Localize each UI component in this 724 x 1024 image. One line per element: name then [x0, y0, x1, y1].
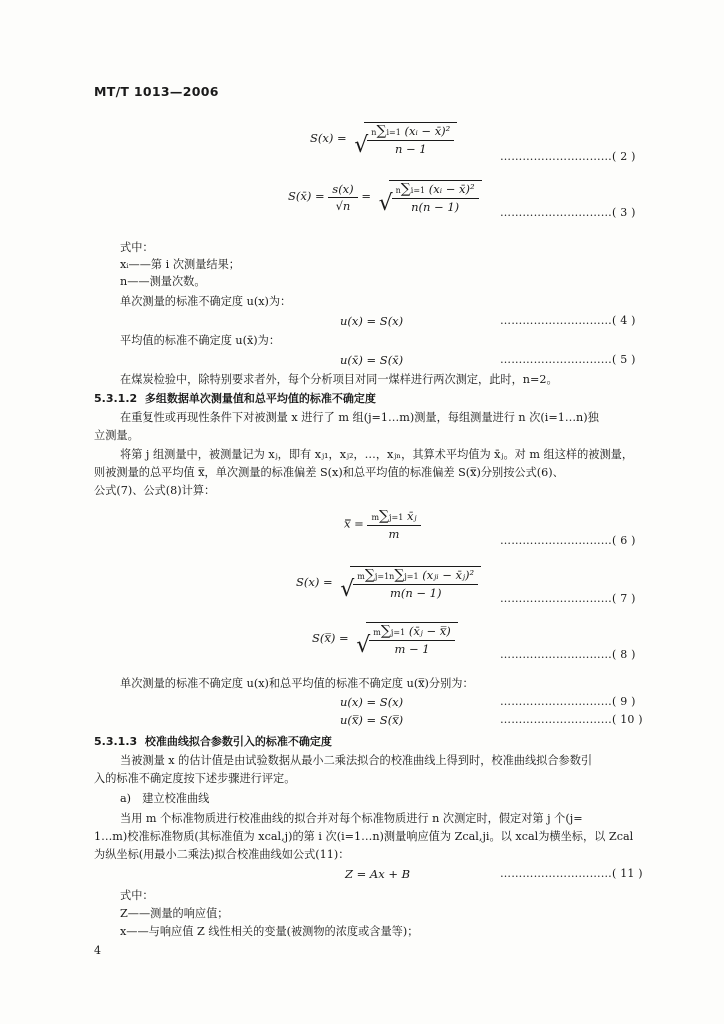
eq2-lhs: S(x) =: [310, 131, 347, 145]
equation-9: u(x) = S(x): [340, 695, 404, 709]
equation-11: Z = Ax + B: [345, 867, 411, 881]
paragraph-3-line-1: 当被测量 x 的估计值是由试验数据从最小二乘法拟合的校准曲线上得到时，校准曲线拟合参数引: [120, 754, 593, 767]
mean-uncertainty-line: 平均值的标准不确定度 u(x̄)为：: [120, 334, 281, 347]
equation-3: S(x̄) = $\frac{s(x)}{√n}$ = √ $\frac{\text{n∑i=1 (xᵢ − x̄)²}}{n(n - 1)}$: [288, 180, 482, 214]
paragraph-1-line-1: 在重复性或再现性条件下对被测量 x 进行了 m 组(j=1…m)测量，每组测量进行 n 次(i=1…n)独: [120, 411, 599, 424]
paragraph-3-line-2: 入的标准不确定度按下述步骤进行评定。: [94, 772, 296, 785]
paragraph-2-line-3: 公式(7)、公式(8)计算：: [94, 484, 216, 497]
eq2-sqrt: √ $\frac{\text{n∑i=1 (xᵢ − x̄)²}}{n - 1}$: [364, 122, 457, 156]
definition-n: n——测量次数。: [120, 275, 206, 288]
eq9-ref: …………………………( 9 ): [500, 695, 636, 708]
paragraph-4-line-2: 1…m)校准标准物质(其标准值为 xcal,j)的第 i 次(i=1…n)测量响应值为 Zcal,ji。以 xcal为横坐标，以 Zcal: [94, 830, 634, 843]
definition-xi: xᵢ——第 i 次测量结果；: [120, 258, 240, 271]
paragraph-1-line-2: 立测量。: [94, 429, 139, 442]
eq4-ref: …………………………( 4 ): [500, 314, 636, 327]
eq5-ref: …………………………( 5 ): [500, 353, 636, 366]
eq8-ref: …………………………( 8 ): [500, 648, 636, 661]
paragraph-4-line-1: 当用 m 个标准物质进行校准曲线的拟合并对每个标准物质进行 n 次测定时，假定对第 j 个(j=: [120, 812, 583, 825]
eq2-numerator: (xᵢ − x̄)²: [404, 124, 451, 138]
equation-10: u(x̿) = S(x̿): [340, 713, 404, 727]
equation-4: u(x) = S(x): [340, 314, 404, 328]
eq7-ref: …………………………( 7 ): [500, 592, 636, 605]
eq11-ref: …………………………( 11 ): [500, 867, 643, 880]
single-uncertainty-line: 单次测量的标准不确定度 u(x)为：: [120, 295, 292, 308]
equation-8: S(x̿) = √ $\frac{\text{m∑j=1 (x̄ⱼ − x̿)}}{m - 1}$: [312, 622, 458, 656]
eq10-ref: …………………………( 10 ): [500, 713, 643, 726]
section-5-3-1-2-heading: 5.3.1.2 多组数据单次测量值和总平均值的标准不确定度: [94, 392, 376, 405]
equation-6: x̿ = $\frac{\text{m∑j=1 x̄ⱼ}}{m}$: [344, 508, 421, 541]
where-label-2: 式中：: [120, 889, 154, 902]
coal-note: 在煤炭检验中，除特别要求者外，每个分析项目对同一煤样进行两次测定，此时，n=2。: [120, 373, 558, 386]
equation-2: [310, 122, 457, 156]
uncertainty-respectively-line: 单次测量的标准不确定度 u(x)和总平均值的标准不确定度 u(x̿)分别为：: [120, 677, 474, 690]
step-a-heading: a) 建立校准曲线: [120, 792, 210, 805]
definition-x: x——与响应值 Z 线性相关的变量(被测物的浓度或含量等)；: [120, 925, 419, 938]
equation-7: S(x) = √ $\frac{\text{m∑j=1n∑j=1 (xⱼᵢ − x̄ⱼ)²}}{m(n - 1)}$: [296, 566, 481, 600]
page-number: 4: [94, 944, 101, 957]
paragraph-2-line-1: 将第 j 组测量中，被测量记为 xⱼ，即有 xⱼ₁，xⱼ₂，…，xⱼₙ，其算术平均值为 x̄ⱼ。对 m 组这样的被测量，: [120, 448, 634, 461]
where-label: 式中：: [120, 241, 154, 254]
eq2-ref: …………………………( 2 ): [500, 150, 636, 163]
standard-header: MT/T 1013—2006: [94, 84, 219, 99]
eq3-ref: …………………………( 3 ): [500, 206, 636, 219]
section-5-3-1-3-heading: 5.3.1.3 校准曲线拟合参数引入的标准不确定度: [94, 735, 332, 748]
paragraph-4-line-3: 为纵坐标(用最小二乘法)拟合校准曲线如公式(11)：: [94, 848, 350, 861]
eq2-denominator: n − 1: [394, 142, 427, 156]
equation-5: u(x̄) = S(x̄): [340, 353, 404, 367]
paragraph-2-line-2: 则被测量的总平均值 x̿，单次测量的标准偏差 S(x)和总平均值的标准偏差 S(x̿)分别按公式(6)、: [94, 466, 564, 479]
eq6-ref: …………………………( 6 ): [500, 534, 636, 547]
definition-z: Z——测量的响应值；: [120, 907, 229, 920]
